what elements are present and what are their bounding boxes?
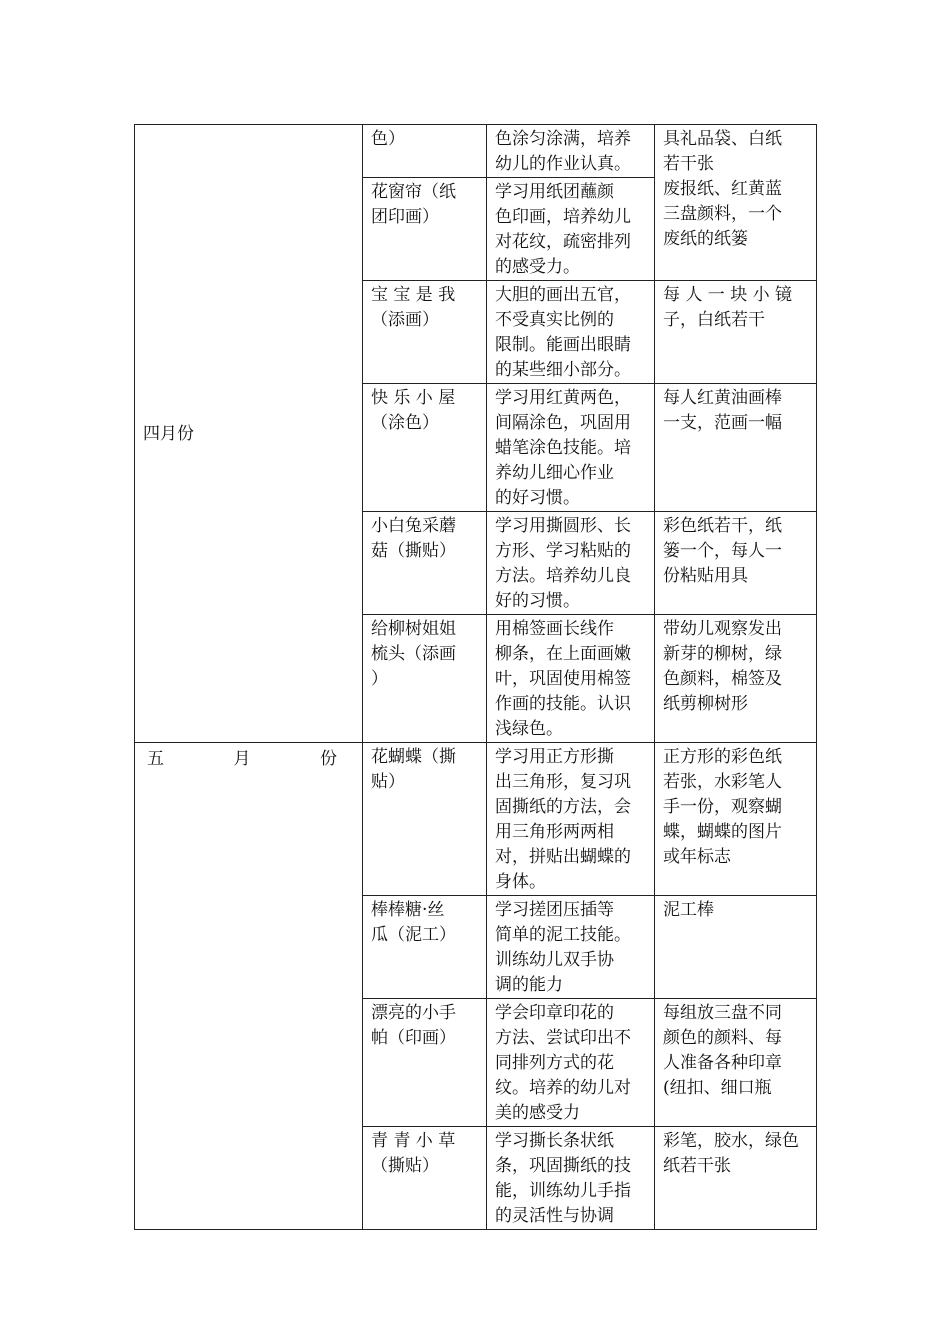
activity-goal: 学习用正方形撕 出三角形，复习巩 固撕纸的方法，会 用三角形两两相 对，拼贴出蝴蝶的 身体。: [487, 743, 655, 896]
month-cell-may: [135, 743, 363, 1230]
month-cell-april: [135, 125, 363, 743]
activity-goal: 学习用撕圆形、长 方形、学习粘贴的 方法。培养幼儿良 好的习惯。: [487, 512, 655, 615]
activity-plan-table: [134, 124, 817, 1230]
month-char: 五: [147, 749, 164, 769]
month-char: 月: [233, 749, 251, 769]
activity-goal: 学习用红黄两色， 间隔涂色，巩固用 蜡笔涂色技能。培 养幼儿细心作业 的好习惯。: [487, 384, 655, 512]
activity-goal: 学习搓团压插等 简单的泥工技能。 训练幼儿双手协 调的能力: [487, 896, 655, 999]
activity-goal: 色涂匀涂满，培养 幼儿的作业认真。: [487, 125, 655, 178]
activity-goal: 大胆的画出五官， 不受真实比例的 限制。能画出眼睛 的某些细小部分。: [487, 281, 655, 384]
activity-prep: 带幼儿观察发出 新芽的柳树，绿 色颜料，棉签及 纸剪柳树形: [655, 615, 817, 743]
activity-prep: 彩笔，胶水，绿色 纸若干张: [655, 1127, 817, 1230]
activity-goal: 学会印章印花的 方法、尝试印出不 同排列方式的花 纹。培养的幼儿对 美的感受力: [487, 999, 655, 1127]
activity-prep: 泥工棒: [655, 896, 817, 999]
table-row: [135, 125, 817, 178]
activity-name: 小白兔采蘑 菇（撕贴）: [363, 512, 487, 615]
activity-name: 快 乐 小 屋 （涂色）: [363, 384, 487, 512]
activity-prep: 具礼品袋、白纸 若干张 废报纸、红黄蓝 三盘颜料，一个 废纸的纸篓: [655, 125, 817, 281]
activity-goal: 学习撕长条状纸 条，巩固撕纸的技 能，训练幼儿手指 的灵活性与协调: [487, 1127, 655, 1230]
activity-prep: 每 人 一 块 小 镜 子，白纸若干: [655, 281, 817, 384]
month-label: 四月份: [143, 424, 194, 444]
activity-prep: 正方形的彩色纸 若张，水彩笔人 手一份，观察蝴 蝶，蝴蝶的图片 或年标志: [655, 743, 817, 896]
table-row: [135, 743, 817, 896]
month-label: [143, 747, 337, 772]
month-char: 份: [320, 749, 337, 769]
activity-name: 花蝴蝶（撕 贴）: [363, 743, 487, 896]
activity-prep: 彩色纸若干，纸 篓一个，每人一 份粘贴用具: [655, 512, 817, 615]
activity-name: 宝 宝 是 我 （添画）: [363, 281, 487, 384]
activity-name: 漂亮的小手 帕（印画）: [363, 999, 487, 1127]
activity-goal: 学习用纸团蘸颜 色印画，培养幼儿 对花纹，疏密排列 的感受力。: [487, 178, 655, 281]
activity-prep: 每组放三盘不同 颜色的颜料、每 人准备各种印章 (纽扣、细口瓶: [655, 999, 817, 1127]
activity-name: 给柳树姐姐 梳头（添画 ）: [363, 615, 487, 743]
activity-name: 青 青 小 草 （撕贴）: [363, 1127, 487, 1230]
activity-name: 棒棒糖·丝 瓜（泥工）: [363, 896, 487, 999]
activity-name: 色）: [363, 125, 487, 178]
activity-name: 花窗帘（纸 团印画）: [363, 178, 487, 281]
activity-prep: 每人红黄油画棒 一支，范画一幅: [655, 384, 817, 512]
activity-goal: 用棉签画长线作 柳条，在上面画嫩 叶，巩固使用棉签 作画的技能。认识 浅绿色。: [487, 615, 655, 743]
